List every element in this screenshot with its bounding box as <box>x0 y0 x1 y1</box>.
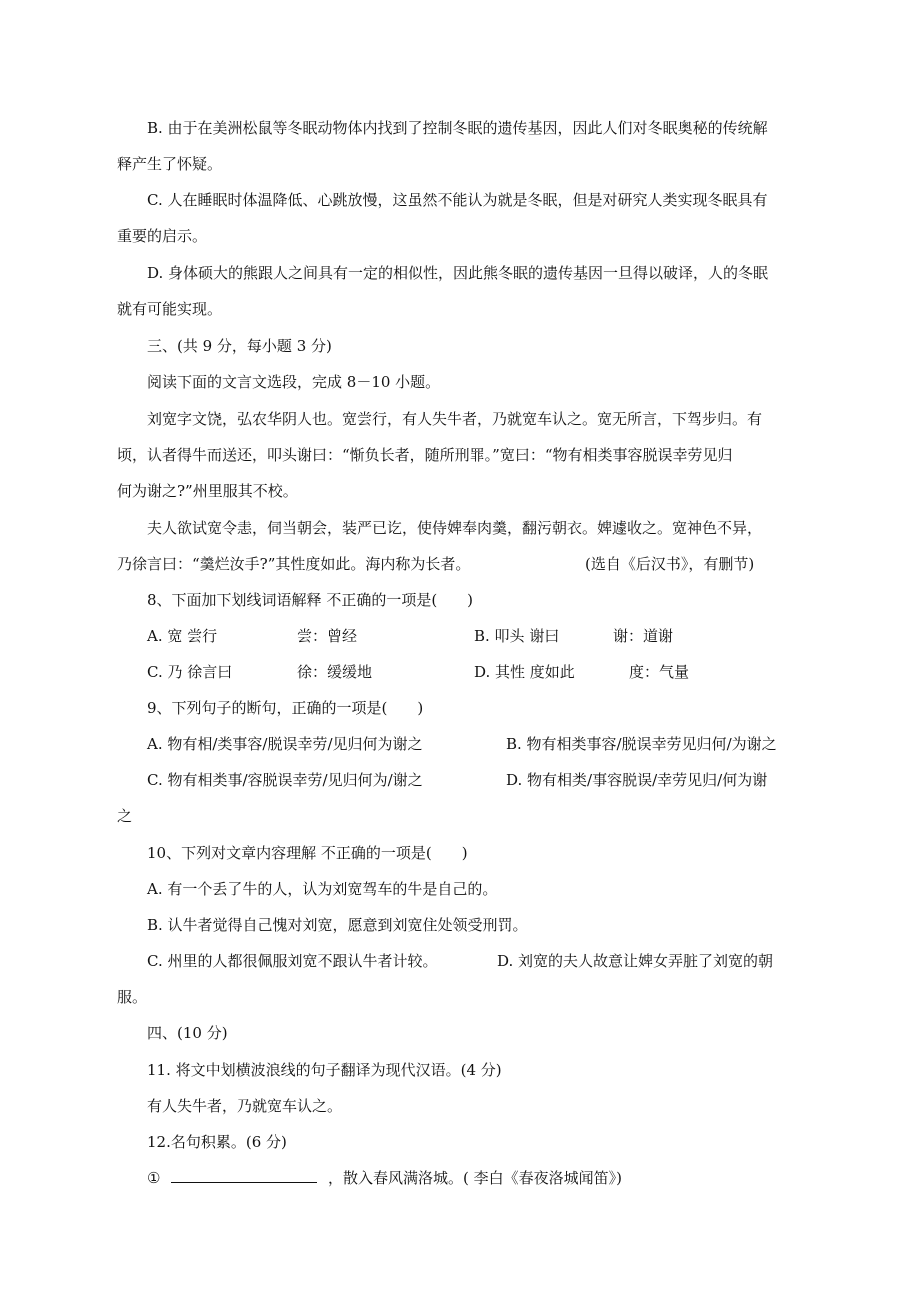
fill-in-blank[interactable] <box>171 1168 317 1183</box>
option-c-line1: C. 人在睡眠时体温降低、心跳放慢，这虽然不能认为就是冬眠，但是对研究人类实现冬眠具有 <box>147 191 768 209</box>
q9-option-d-continued: 之 <box>117 807 133 825</box>
passage-p1-line2: 顷，认者得牛而送还，叩头谢曰：“惭负长者，随所刑罪。”宽曰：“物有相类事容脱误幸劳见归 <box>117 446 733 464</box>
q8-option-c-meaning: 徐：缓缓地 <box>297 663 373 681</box>
q8-option-c: C. 乃 徐言曰 <box>147 663 233 681</box>
q8-option-b: B. 叩头 谢曰 <box>474 627 560 645</box>
q12-item-text: ，散入春风满洛城。( 李白《春夜洛城闻笛》) <box>328 1169 622 1187</box>
option-b-line2: 释产生了怀疑。 <box>117 155 223 173</box>
q9-option-b: B. 物有相类事容/脱误幸劳见归何/为谢之 <box>506 735 777 753</box>
passage-p1-line3: 何为谢之?”州里服其不校。 <box>117 482 298 500</box>
option-d-line2: 就有可能实现。 <box>117 300 223 318</box>
q9-option-c: C. 物有相类事/容脱误幸劳/见归何为/谢之 <box>147 771 423 789</box>
q8-option-b-meaning: 谢：道谢 <box>613 627 674 645</box>
section-4-heading: 四、(10 分) <box>147 1024 228 1042</box>
passage-p2-line2: 乃徐言曰：“羹烂汝手?”其性度如此。海内称为长者。 <box>117 555 471 573</box>
q10-option-d-continued: 服。 <box>117 988 148 1006</box>
q9-option-d: D. 物有相类/事容脱误/幸劳见归/何为谢 <box>506 771 768 789</box>
option-b-line1: B. 由于在美洲松鼠等冬眠动物体内找到了控制冬眠的遗传基因，因此人们对冬眠奥秘的传统解 <box>147 119 768 137</box>
q8-option-a-meaning: 尝：曾经 <box>297 627 358 645</box>
q10-option-d: D. 刘宽的夫人故意让婢女弄脏了刘宽的朝 <box>497 952 774 970</box>
q10-option-c: C. 州里的人都很佩服刘宽不跟认牛者计较。 <box>147 952 438 970</box>
option-d-line1: D. 身体硕大的熊跟人之间具有一定的相似性，因此熊冬眠的遗传基因一旦得以破译，人的冬眠 <box>147 264 769 282</box>
question-10: 10、下列对文章内容理解 不正确的一项是( ) <box>147 844 468 862</box>
section-3-heading: 三、(共 9 分，每小题 3 分) <box>147 337 332 355</box>
passage-p2-line1: 夫人欲试宽令恚，伺当朝会，装严已讫，使侍婢奉肉羹，翻污朝衣。婢遽收之。宽神色不异， <box>147 519 763 537</box>
q11-sentence: 有人失牛者，乃就宽车认之。 <box>147 1097 343 1115</box>
passage-p1-line1: 刘宽字文饶，弘农华阴人也。宽尝行，有人失牛者，乃就宽车认之。宽无所言，下驾步归。有 <box>147 410 763 428</box>
q8-option-a: A. 宽 尝行 <box>147 627 218 645</box>
q12-item-number: ① <box>147 1169 161 1187</box>
q10-option-a: A. 有一个丢了牛的人，认为刘宽驾车的牛是自己的。 <box>147 880 498 898</box>
question-11: 11. 将文中划横波浪线的句子翻译为现代汉语。(4 分) <box>147 1061 502 1079</box>
reading-instruction: 阅读下面的文言文选段，完成 8－10 小题。 <box>147 373 441 391</box>
q8-option-d: D. 其性 度如此 <box>474 663 575 681</box>
option-c-line2: 重要的启示。 <box>117 227 208 245</box>
question-9: 9、下列句子的断句，正确的一项是( ) <box>147 699 424 717</box>
q12-item-1 <box>147 1168 622 1188</box>
passage-source: (选自《后汉书》，有删节) <box>585 555 755 573</box>
question-8: 8、下面加下划线词语解释 不正确的一项是( ) <box>147 591 474 609</box>
question-12: 12.名句积累。(6 分) <box>147 1133 287 1151</box>
q8-option-d-meaning: 度：气量 <box>629 663 690 681</box>
q10-option-b: B. 认牛者觉得自己愧对刘宽，愿意到刘宽住处领受刑罚。 <box>147 916 528 934</box>
q9-option-a: A. 物有相/类事容/脱误幸劳/见归何为谢之 <box>147 735 423 753</box>
